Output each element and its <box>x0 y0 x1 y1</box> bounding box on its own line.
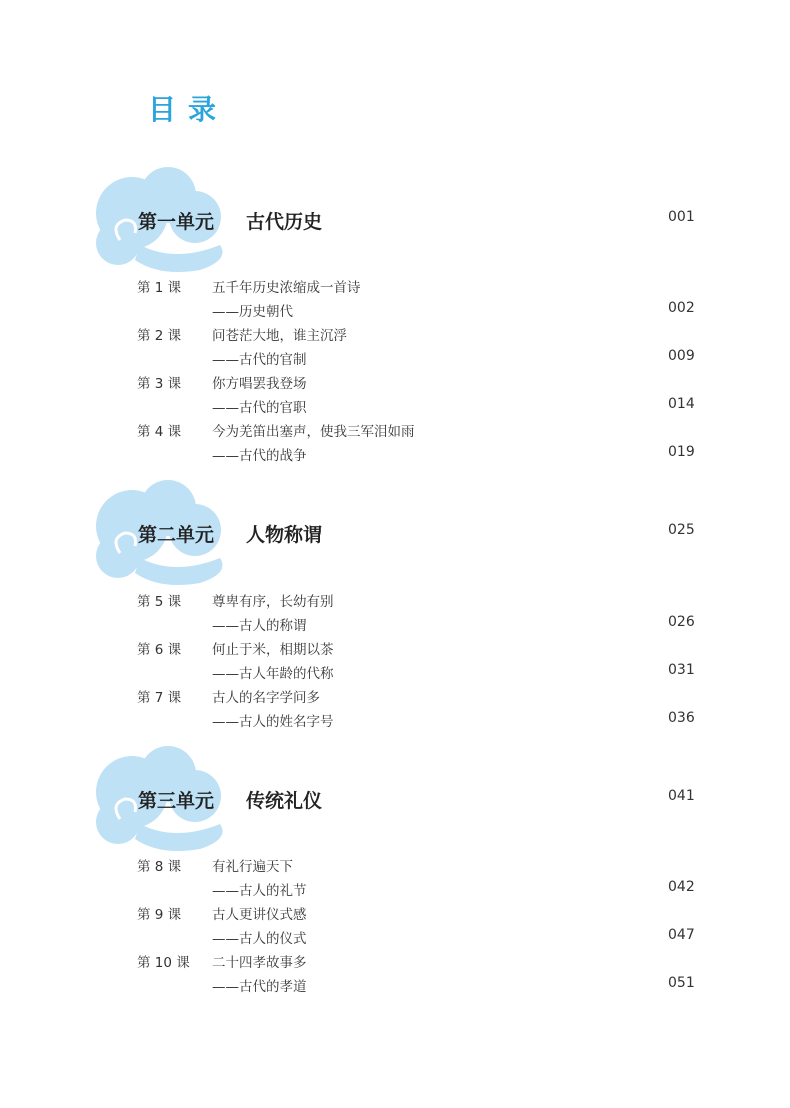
unit-page-number: 025 <box>668 522 695 538</box>
lesson-title: 何止于米，相期以茶 <box>212 642 334 658</box>
page-title: 目录 <box>148 93 229 126</box>
lesson-title: 尊卑有序，长幼有别 <box>212 594 334 610</box>
lesson-number: 第 6 课 <box>137 642 182 658</box>
lesson-subtitle: ——古人的姓名字号 <box>212 714 334 730</box>
lesson-title: 今为羌笛出塞声，使我三军泪如雨 <box>212 424 415 440</box>
lesson-title: 有礼行遍天下 <box>212 859 293 875</box>
lesson-page-number: 014 <box>668 396 695 412</box>
lesson-subtitle: ——古代的官职 <box>212 400 307 416</box>
lesson-number: 第 1 课 <box>137 280 182 296</box>
lesson-entry[interactable] <box>0 951 790 999</box>
lesson-entry[interactable] <box>0 686 790 734</box>
lesson-subtitle: ——古人的称谓 <box>212 618 307 634</box>
unit-page-number: 041 <box>668 788 695 804</box>
lesson-page-number: 002 <box>668 300 695 316</box>
lesson-entry[interactable] <box>0 638 790 686</box>
unit-title: 第一单元 古代历史 <box>138 211 323 233</box>
lesson-entry[interactable] <box>0 855 790 903</box>
lesson-page-number: 026 <box>668 614 695 630</box>
lesson-subtitle: ——古人的仪式 <box>212 931 307 947</box>
unit-2-header[interactable] <box>0 478 790 588</box>
lesson-page-number: 009 <box>668 348 695 364</box>
lesson-entry[interactable] <box>0 276 790 324</box>
lesson-number: 第 10 课 <box>137 955 190 971</box>
lesson-number: 第 7 课 <box>137 690 182 706</box>
lesson-entry[interactable] <box>0 372 790 420</box>
lesson-page-number: 051 <box>668 975 695 991</box>
lesson-page-number: 042 <box>668 879 695 895</box>
lesson-title: 古人更讲仪式感 <box>212 907 307 923</box>
unit-3-header[interactable] <box>0 744 790 854</box>
lesson-title: 五千年历史浓缩成一首诗 <box>212 280 361 296</box>
lesson-entry[interactable] <box>0 420 790 468</box>
lesson-page-number: 047 <box>668 927 695 943</box>
lesson-entry[interactable] <box>0 903 790 951</box>
lesson-subtitle: ——古代的孝道 <box>212 979 307 995</box>
lesson-title: 你方唱罢我登场 <box>212 376 307 392</box>
lesson-entry[interactable] <box>0 590 790 638</box>
lesson-number: 第 3 课 <box>137 376 182 392</box>
lesson-title: 问苍茫大地，谁主沉浮 <box>212 328 347 344</box>
unit-page-number: 001 <box>668 209 695 225</box>
lesson-number: 第 8 课 <box>137 859 182 875</box>
unit-title: 第二单元 人物称谓 <box>138 524 323 546</box>
unit-title: 第三单元 传统礼仪 <box>138 790 323 812</box>
lesson-page-number: 036 <box>668 710 695 726</box>
lesson-number: 第 9 课 <box>137 907 182 923</box>
lesson-number: 第 4 课 <box>137 424 182 440</box>
lesson-page-number: 019 <box>668 444 695 460</box>
unit-1-header[interactable] <box>0 165 790 275</box>
lesson-subtitle: ——古人年龄的代称 <box>212 666 334 682</box>
lesson-title: 二十四孝故事多 <box>212 955 307 971</box>
lesson-subtitle: ——古人的礼节 <box>212 883 307 899</box>
lesson-subtitle: ——古代的官制 <box>212 352 307 368</box>
lesson-number: 第 5 课 <box>137 594 182 610</box>
lesson-number: 第 2 课 <box>137 328 182 344</box>
lesson-subtitle: ——历史朝代 <box>212 304 293 320</box>
lesson-title: 古人的名字学问多 <box>212 690 320 706</box>
lesson-subtitle: ——古代的战争 <box>212 448 307 464</box>
lesson-page-number: 031 <box>668 662 695 678</box>
lesson-entry[interactable] <box>0 324 790 372</box>
